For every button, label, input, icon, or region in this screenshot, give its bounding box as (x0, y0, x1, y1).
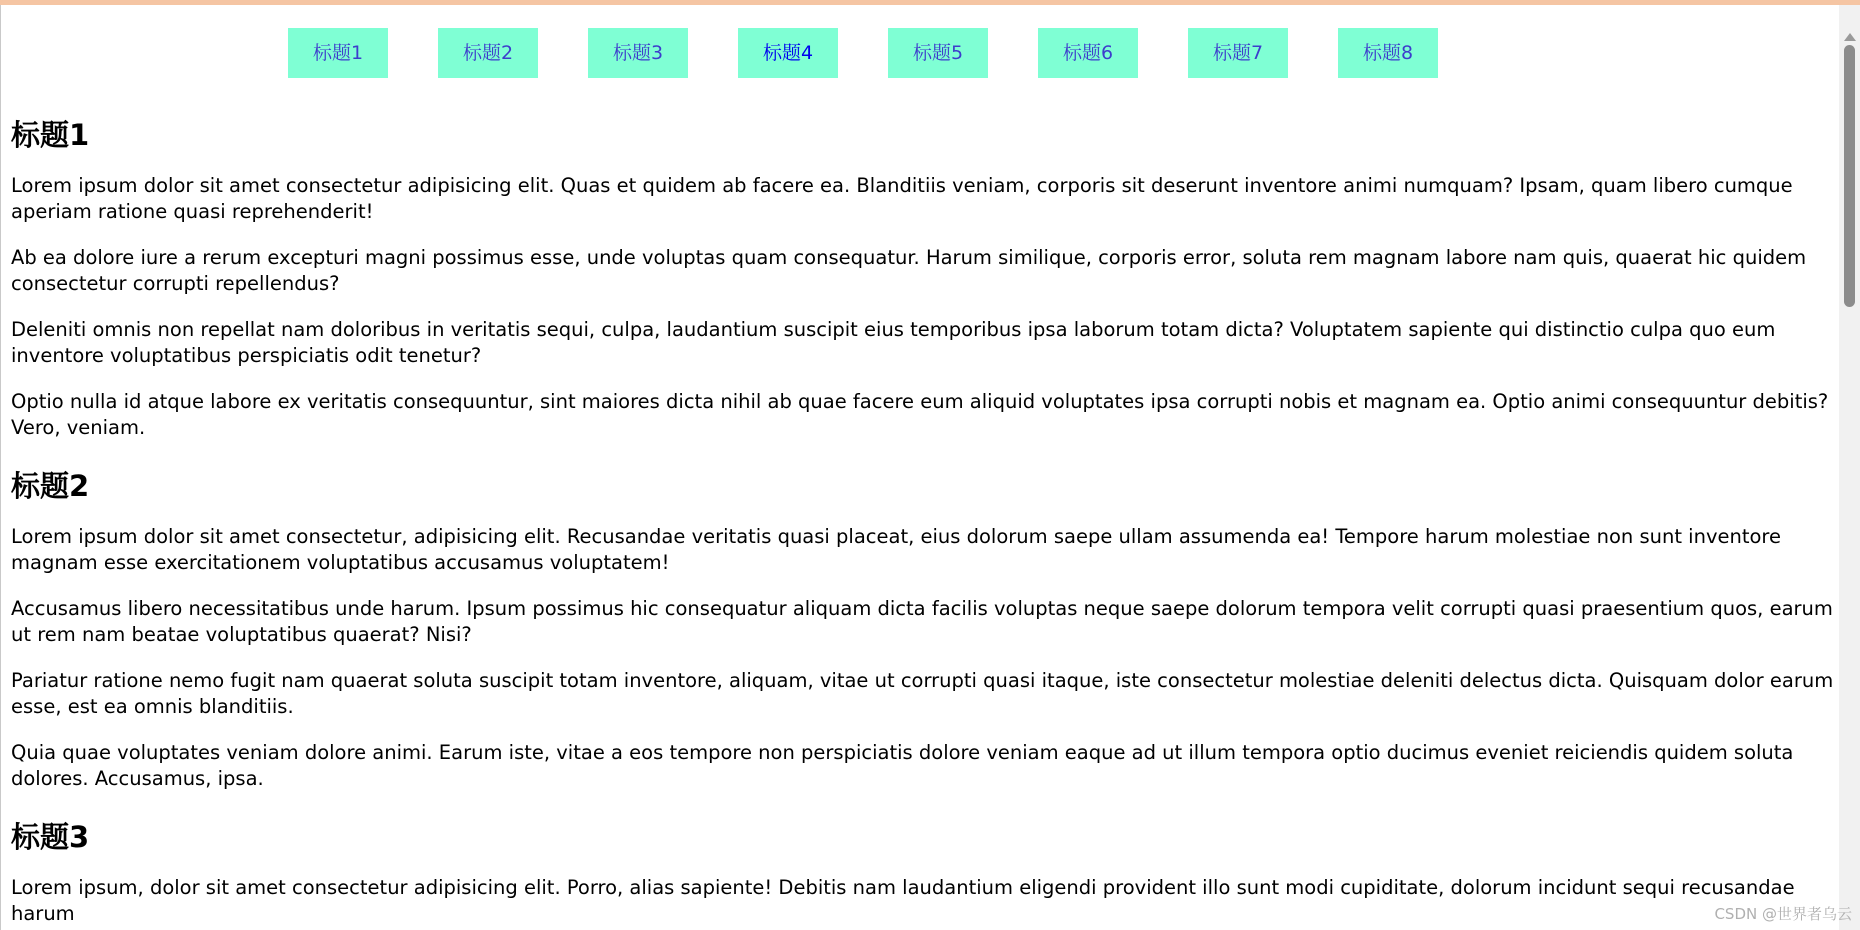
section-heading: 标题2 (11, 469, 90, 503)
section-paragraph: Accusamus libero necessitatibus unde harum. Ipsum possimus hic consequatur aliquam dicta facilis voluptas neque saepe dolorum tempora velit corrupti quasi praesentium quos, earum ut rem nam beatae voluptatibus quaerat? Nisi? (11, 597, 1833, 646)
nav-link-4[interactable]: 标题4 (738, 28, 838, 78)
section-3 (11, 819, 1836, 927)
scroll-up-arrow-icon[interactable] (1844, 33, 1856, 41)
scrollbar-thumb[interactable] (1844, 45, 1855, 307)
watermark: CSDN @世界者乌云 (1714, 905, 1852, 923)
vertical-scrollbar[interactable] (1839, 5, 1860, 930)
nav-link-5[interactable]: 标题5 (888, 28, 988, 78)
main-content (11, 117, 1836, 930)
section-paragraph: Pariatur ratione nemo fugit nam quaerat soluta suscipit totam inventore, aliquam, vitae ut corrupti quasi itaque, iste consectetur molestiae deleniti delectus dicta. Quisquam dolor earum esse, est ea omnis blanditiis. (11, 669, 1834, 718)
section-paragraph: Quia quae voluptates veniam dolore animi. Earum iste, vitae a eos tempore non perspiciatis dolore veniam eaque ad ut illum tempora optio ducimus eveniet reiciendis quidem soluta dolores. Accusamus, ipsa. (11, 741, 1794, 790)
section-nav (288, 28, 1438, 78)
section-paragraph: Optio nulla id atque labore ex veritatis consequuntur, sint maiores dicta nihil ab quae facere eum aliquid voluptates ipsa corrupti nobis et magnam ea. Optio animi consequuntur debitis? Vero, veniam. (11, 390, 1829, 439)
nav-link-2[interactable]: 标题2 (438, 28, 538, 78)
nav-link-6[interactable]: 标题6 (1038, 28, 1138, 78)
section-paragraph: Ab ea dolore iure a rerum excepturi magni possimus esse, unde voluptas quam consequatur. Harum similique, corporis error, soluta rem magnam labore nam quis, quaerat hic quidem consectetur corrupti repellendus? (11, 246, 1807, 295)
nav-link-1[interactable]: 标题1 (288, 28, 388, 78)
section-heading: 标题3 (11, 820, 90, 854)
section-paragraph: Deleniti omnis non repellat nam doloribus in veritatis sequi, culpa, laudantium suscipit eius temporibus ipsa laborum totam dicta? Voluptatem sapiente qui distinctio culpa quo eum inventore voluptatibus perspiciatis odit tenetur? (11, 318, 1776, 367)
section-paragraph: Lorem ipsum, dolor sit amet consectetur adipisicing elit. Porro, alias sapiente! Debitis nam laudantium eligendi provident illo sunt modi cupiditate, dolorum incidunt sequi recusandae harum (11, 876, 1795, 925)
nav-link-3[interactable]: 标题3 (588, 28, 688, 78)
section-2 (11, 468, 1836, 792)
section-paragraph: Lorem ipsum dolor sit amet consectetur adipisicing elit. Quas et quidem ab facere ea. Blanditiis veniam, corporis sit deserunt inventore animi numquam? Ipsam, quam libero cumque aperiam ratione quasi reprehenderit! (11, 174, 1793, 223)
nav-link-8[interactable]: 标题8 (1338, 28, 1438, 78)
section-1 (11, 117, 1836, 441)
section-heading: 标题1 (11, 118, 90, 152)
section-paragraph: Lorem ipsum dolor sit amet consectetur, adipisicing elit. Recusandae veritatis quasi placeat, eius dolorum saepe ullam assumenda ea! Tempore harum molestiae non sunt inventore magnam esse exercitationem voluptatibus accusamus voluptatem! (11, 525, 1781, 574)
nav-link-7[interactable]: 标题7 (1188, 28, 1288, 78)
page-viewport (0, 5, 1839, 930)
